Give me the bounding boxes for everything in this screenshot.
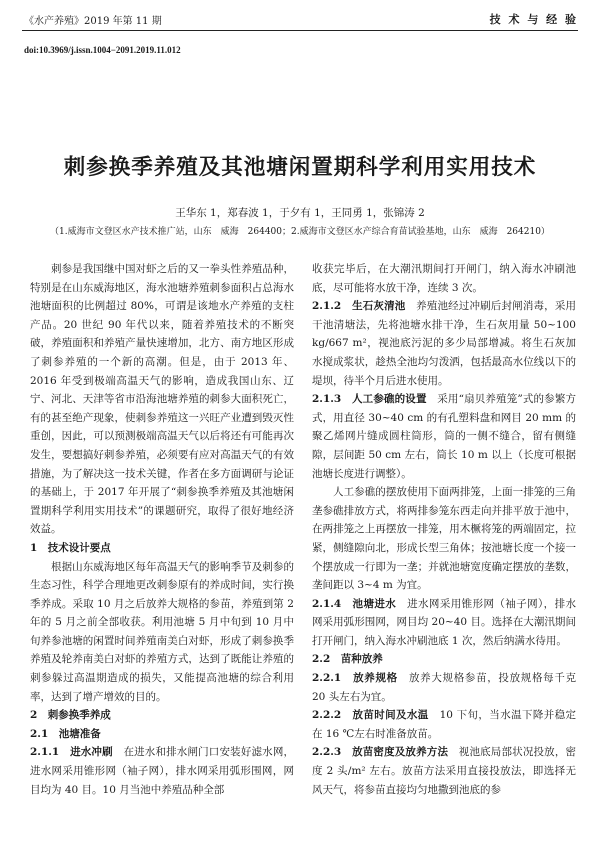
section-heading-1: 1 技术设计要点 — [30, 541, 111, 554]
subsubsection-title-2-2-3: 2.2.3 放苗密度及放养方法 — [312, 746, 449, 759]
subsubsection-title-2-1-2: 2.1.2 生石灰清池 — [312, 300, 406, 313]
paragraph-2-2-3 — [312, 743, 576, 799]
running-header-journal: 《水产养殖》2019 年第 11 期 — [24, 16, 162, 27]
subsubsection-text-2-2-3: 视池底局部状况投放，密度 2 头/m² 左右。放苗方法采用直接投放法，即选择无风天气，将参苗直接均匀地撒到池底的参 — [312, 746, 577, 796]
running-header-section: 技 术 与 经 验 — [489, 13, 578, 26]
left-column — [30, 260, 294, 799]
subsection-heading-2-1: 2.1 池塘准备 — [30, 727, 101, 740]
reef-paragraph: 人工参礁的摆放使用下面两排笼，上面一排笼的三角垄参礁排放方式，将两排参笼东西走向并排平放于池中，在两排笼之上再摆放一排笼，用木橛将笼的两端固定，拉紧，侧缝隙向北，形成长型三角体；按池塘长度一个接一个摆放成一行即为一垄；并就池塘宽度确定摆放的垄数，垄间距以 3~4 m 为宜。 — [312, 486, 576, 592]
paragraph-2-1-3 — [312, 390, 576, 483]
paragraph-2-1-1 — [30, 743, 294, 799]
subsection-heading-2-2: 2.2 苗种放养 — [312, 653, 383, 666]
subsubsection-title-2-2-1: 2.2.1 放养规格 — [312, 672, 398, 685]
subsubsection-text-2-1-1: 在进水和排水闸门口安装好滤水网，进水网采用锥形网（袖子网），排水网采用弧形围网，网目均为 40 目。10 月当池中养殖品种全部 — [30, 746, 295, 796]
author-list: 王华东 1，郑春波 1，于夕有 1，王同勇 1，张锦涛 2 — [175, 207, 425, 219]
doi: doi:10.3969/j.issn.1004−2091.2019.11.012 — [24, 45, 181, 55]
article-title: 刺参换季养殖及其池塘闲置期科学利用实用技术 — [63, 155, 537, 180]
subsubsection-title-2-1-1: 2.1.1 进水冲刷 — [30, 746, 113, 759]
subsubsection-title-2-1-3: 2.1.3 人工参礁的设置 — [312, 393, 427, 406]
continued-paragraph: 收获完毕后，在大潮汛期间打开闸门，纳入海水冲刷池底，尽可能将水放干净，连续 3 次。 — [312, 263, 576, 294]
subsubsection-title-2-1-4: 2.1.4 池塘进水 — [312, 597, 397, 610]
design-paragraph: 根据山东威海地区每年高温天气的影响季节及刺参的生态习性，科学合理地更改刺参原有的养成时间，实行换季养成。采取 10 月之后放养大规格的参苗，养殖到第 2 年的 5 月之前全部收获。利用池塘 5 月中旬到 10 月中旬养参池塘的闲置时间养殖南美白对虾，形成了刺参换季养殖及轮养南美白对虾的养殖方式，达到了既能让养殖的刺参躲过高温期造成的损失，又能提高池塘的综合利用率，达到了增产增效的目的。 — [30, 560, 294, 703]
subsubsection-text-2-1-3: 采用“扇贝养殖笼”式的参繁方式，用直径 30~40 cm 的有孔塑料盘和网目 20 mm 的聚乙烯网片缝成圆柱筒形，筒的一侧不缝合，留有侧缝隙，层间距 50 cm 左右，筒长 10 m 以上（长度可根据池塘长度进行调整）。 — [312, 393, 576, 480]
right-column — [312, 260, 576, 799]
paragraph-2-2-2 — [312, 706, 576, 743]
section-heading-2: 2 刺参换季养成 — [30, 709, 111, 722]
subsubsection-title-2-2-2: 2.2.2 放苗时间及水温 — [312, 709, 429, 722]
subsubsection-text-2-2-2: 10 下旬，当水温下降并稳定在 16 ℃左右时准备放苗。 — [312, 709, 576, 740]
paragraph-2-1-4 — [312, 595, 576, 651]
paragraph-2-2-1 — [312, 669, 576, 706]
subsubsection-text-2-1-4: 进水网采用锥形网（袖子网），排水网采用弧形围网，网目均 20~40 目。选择在大潮汛期间打开闸门，纳入海水冲刷池底 1 次，然后纳满水待用。 — [312, 597, 577, 647]
intro-paragraph: 刺参是我国继中国对虾之后的又一拳头性养殖品种，特别是在山东威海地区，海水池塘养殖刺参面积占总海水池塘面积的比例超过 80%，可谓是该地水产养殖的支柱产品。20 世纪 90 年代以来，随着养殖技术的不断突破，养殖面积和养殖产量快速增加，北方、南方地区形成了刺参养殖的一个新的高潮。但是，由于 2013 年、2016 年受到极端高温天气的影响，造成我国山东、辽宁、河北、天津等省市沿海池塘养殖的刺参大面积死亡，有的甚至绝产现象，使刺参养殖这一兴旺产业遭到毁灭性重创，因此，可以预测极端高温天气以后将还有可能再次发生，要想搞好刺参养殖，必须要有应对高温天气的有效措施，为了解决这一技术关键，作者在多方面调研与论证的基础上，于 2017 年开展了“刺参换季养殖及其池塘闲置期科学利用实用技术”的课题研究，取得了很好地经济效益。 — [30, 263, 294, 536]
subsubsection-text-2-2-1: 放养大规格参苗，投放规格每千克 20 头左右为宜。 — [312, 672, 577, 703]
paragraph-2-1-2 — [312, 297, 576, 390]
affiliations: （1.威海市文登区水产技术推广站，山东 威海 264400；2.威海市文登区水产综合育苗试验基地，山东 威海 264210） — [50, 227, 550, 237]
subsubsection-text-2-1-2: 养殖池经过冲刷后封闸消毒，采用干池清塘法，先将池塘水排干净，生石灰用量 50~100 kg/667 m²，视池底污泥的多少局部增减。将生石灰加水搅成浆状，趁热全池均匀泼洒，包括最高水位线以下的堤坝，待半个月后进水使用。 — [312, 300, 577, 387]
header-rule — [22, 30, 578, 31]
